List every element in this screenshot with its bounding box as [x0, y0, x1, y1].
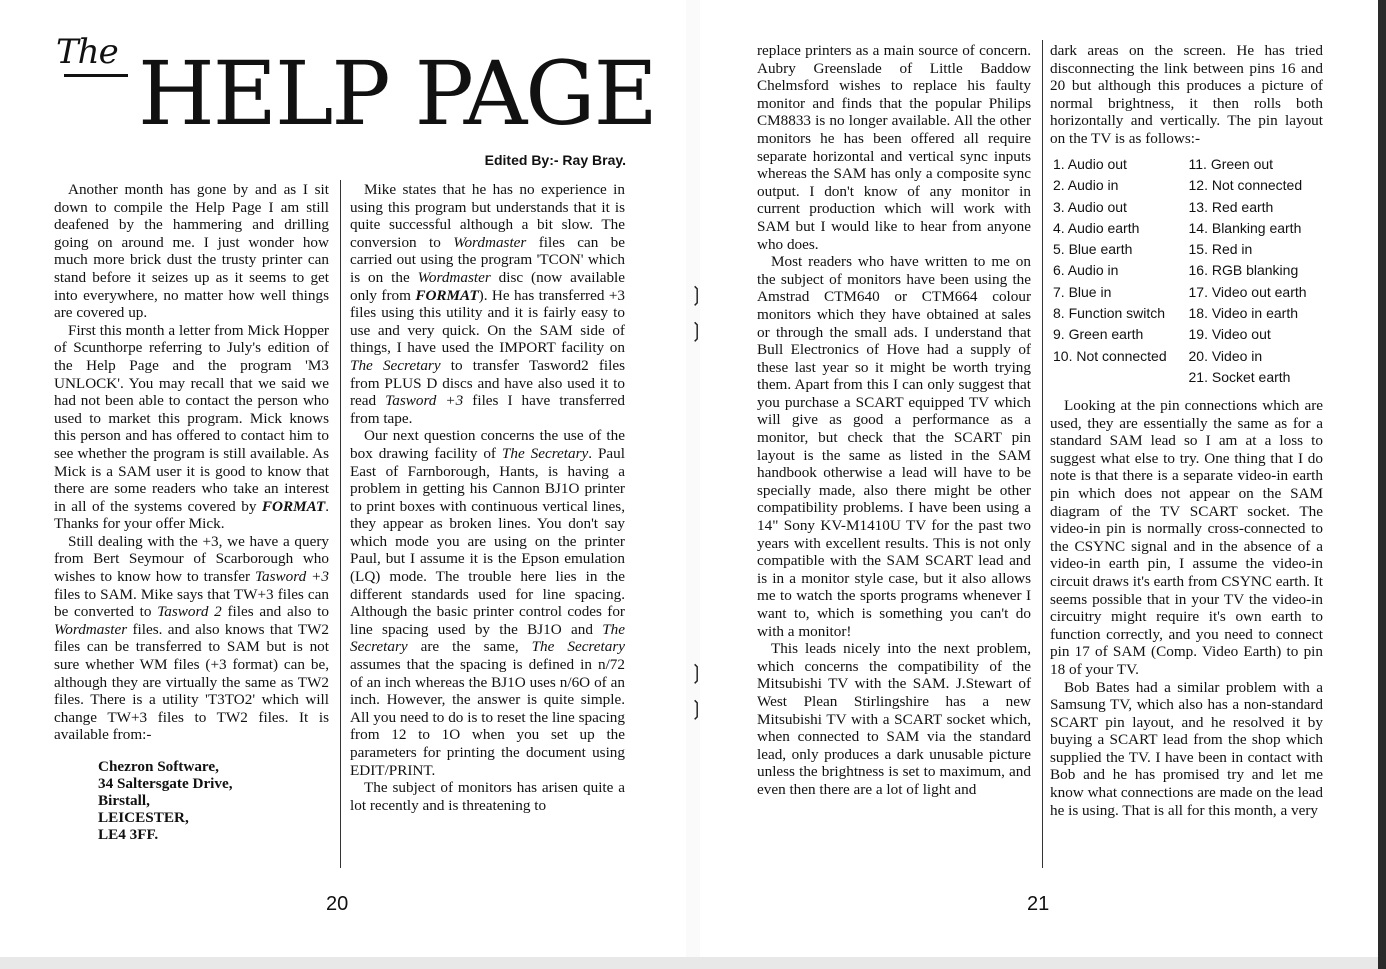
paragraph: Our next question concerns the use of the box drawing facility of The Secretary. Paul East of Farnborough, Hants, is having a problem in getting his Cannon BJ1O printer to print boxes with continuous vertical lines, they appear as broken lines. You don't say which mode you are using on the printer Paul, but I assume it is the Epson emulation (LQ) mode. The trouble here lies in the different standards used for line spacing. Although the basic printer control codes for line spacing used by the BJ1O and The Secretary are the same, The Secretary assumes that the spacing is defined in n/72 of an inch whereas the BJ1O uses n/6O of an inch. However, the answer is quite simple. All you need to do is to reset the line spacing from 12 to 1O when you set up the parameters for printing the document using EDIT/PRINT.: [350, 427, 625, 779]
address-block: [98, 758, 329, 843]
paragraph: replace printers as a main source of concern. Aubry Greenslade of Little Baddow Chelmsford wishes to replace his faulty monitor and finds that the popular Philips CM8833 is no longer available. All the other monitors he has been offered all require separate horizontal and vertical sync inputs whereas the SAM has only a composite sync output. I don't know of any monitor in current production which will work with SAM but I would like to hear from anyone who does.: [757, 42, 1031, 253]
page-gutter: [686, 0, 700, 969]
column-4-top: [1050, 42, 1323, 148]
pin-row: 21. Socket earth: [1188, 368, 1291, 385]
pin-row: 6. Audio in 16. RGB blanking: [1053, 262, 1299, 279]
paragraph: dark areas on the screen. He has tried disconnecting the link between pins 16 and 20 but although this produces a picture of normal brightness, it then rolls both horizontally and vertically. The pin layout on the TV is as follows:-: [1050, 42, 1323, 147]
address-line: 34 Saltersgate Drive,: [98, 775, 233, 792]
column-rule-right: [1042, 40, 1043, 868]
address-line: Chezron Software,: [98, 758, 219, 775]
pin-row: 9. Green earth 19. Video out: [1053, 326, 1271, 343]
pin-row: 2. Audio in 12. Not connected: [1053, 177, 1303, 194]
page-number-right: 21: [1027, 893, 1050, 915]
paragraph: Bob Bates had a similar problem with a Samsung TV, which also has a non-standard SCART pin layout, and he resolved it by buying a SCART lead from the shop which supplied the TV. I have been in contact with Bob and he has promised try and let me know what connections are made on the lead he is using. That is all for this month, a very: [1050, 678, 1323, 819]
binder-mark: ❳: [688, 318, 705, 342]
column-3: [757, 42, 1031, 799]
paragraph: Still dealing with the +3, we have a query from Bert Seymour of Scarborough who wishes to know how to transfer Tasword +3 files to SAM. Mike says that TW+3 files can be converted to Tasword 2 files and also to Wordmaster files. and also knows that TW2 files can be transferred to SAM but is not sure whether WM files (+3 format) can be, although they are virtually the same as TW2 files. There is a utility 'T3TO2' which will change TW+3 files to TW2 files. It is available from:-: [54, 532, 329, 744]
column-2: [350, 181, 625, 814]
column-4-bottom: [1050, 397, 1323, 819]
page-title: HELP PAGE: [138, 42, 656, 145]
editor-credit: Edited By:- Ray Bray.: [484, 152, 626, 168]
binder-mark: ❳: [688, 282, 705, 306]
binder-mark: ❳: [688, 696, 705, 720]
pin-row: 4. Audio earth 14. Blanking earth: [1053, 219, 1302, 236]
title-the-underline: [64, 74, 128, 77]
paragraph: Mike states that he has no experience in using this program but understands that it is quite successful although a bit slow. The conversion to Wordmaster files can be carried out using the program 'TCON' which is on the Wordmaster disc (now available only from FORMAT). He has transferred +3 files using this utility and it is fairly easy to use and very quick. On the SAM side of things, I have used the IMPORT facility on The Secretary to transfer Tasword2 files from PLUS D discs and have also used it to read Tasword +3 files I have transferred from tape.: [350, 181, 626, 427]
pin-row: 1. Audio out 11. Green out: [1053, 156, 1274, 172]
address-line: Birstall,: [98, 792, 150, 809]
paragraph: Most readers who have written to me on the subject of monitors have been using the Amstrad CTM640 or CTM664 colour monitors which they have obtained at sales or through the small ads. I understand that Bull Electronics of Hove had a supply of these last year so it might be worth trying them. Apart from this I can only suggest that you purchase a SCART equipped TV which will give as good a performance as a monitor, but check that the SCART pin layout is the same as listed in the SAM handbook otherwise a lead will have to be specially made, also there might be other compatibility problems. I have been using a 14" Sony KV-M1410U TV for the past two years with excellent results. This is not only compatible with the SAM SCART lead and is in a monitor style case, but it also allows me to watch the sports programs whenever I want to, which is something you can't do with a monitor!: [757, 253, 1031, 640]
paragraph: Looking at the pin connections which are used, they are essentially the same as for a standard SAM lead so I am at a loss to suggest what else to try. One thing that I do note is that there is a separate video-in earth pin which does not appear on the SAM diagram of the TV SCART socket. The video-in pin is normally cross-connected to the CSYNC signal and in the absence of a video-in earth pin, I assume the video-in circuit draws it's earth from CSYNC earth. It seems possible that in your TV the video-in circuitry might require it's own earth to function correctly, and you need to connect pin 17 of SAM (Comp. Video Earth) to pin 18 of your TV.: [1050, 397, 1323, 678]
scan-right-edge: [1378, 0, 1386, 969]
paragraph: The subject of monitors has arisen quite a lot recently and is threatening to: [350, 779, 625, 814]
paragraph: This leads nicely into the next problem, which concerns the compatibility of the Mitsubishi TV with the SAM. J.Stewart of West Plean Stirlingshire has a new Mitsubishi TV with a SCART socket which, when connected to SAM via the standard lead, only produces a dark unusable picture unless the brightness is set to maximum, and even then there are a lot of light and: [757, 640, 1031, 798]
pin-row: 10. Not connected 20. Video in: [1053, 347, 1263, 364]
paragraph: First this month a letter from Mick Hopper of Scunthorpe referring to July's edition of the Help Page and the program 'M3 UNLOCK'. You may recall that we said we had not been able to contact the person who used to market this program. Mick knows this person and has offered to contact him to see whether the program is still available. As Mick is a SAM user it is good to know that there are some readers who take an interest in all of the systems covered by FORMAT. Thanks for your offer Mick.: [54, 321, 329, 533]
scan-bottom-edge: [0, 957, 1386, 969]
scart-pin-list: [1053, 154, 1328, 388]
page-number-left: 20: [326, 893, 349, 915]
address-line: LEICESTER,: [98, 809, 189, 826]
pin-row: 3. Audio out 13. Red earth: [1053, 198, 1274, 215]
address-line: LE4 3FF.: [98, 826, 159, 843]
pin-row: 7. Blue in 17. Video out earth: [1053, 283, 1307, 300]
column-1: [54, 181, 329, 843]
pin-row: 5. Blue earth 15. Red in: [1053, 241, 1253, 258]
column-rule-left: [340, 180, 341, 868]
paragraph: Another month has gone by and as I sit down to compile the Help Page I am still deafened by the hammering and drilling going on around me. I just wonder how much more brick dust the trusty printer can stand before it seizes up as it seems to get into everywhere, no matter how well things are covered up.: [54, 181, 329, 322]
pin-row: 8. Function switch 18. Video in earth: [1053, 305, 1298, 322]
title-the: The: [56, 32, 118, 72]
binder-mark: ❳: [688, 660, 705, 684]
